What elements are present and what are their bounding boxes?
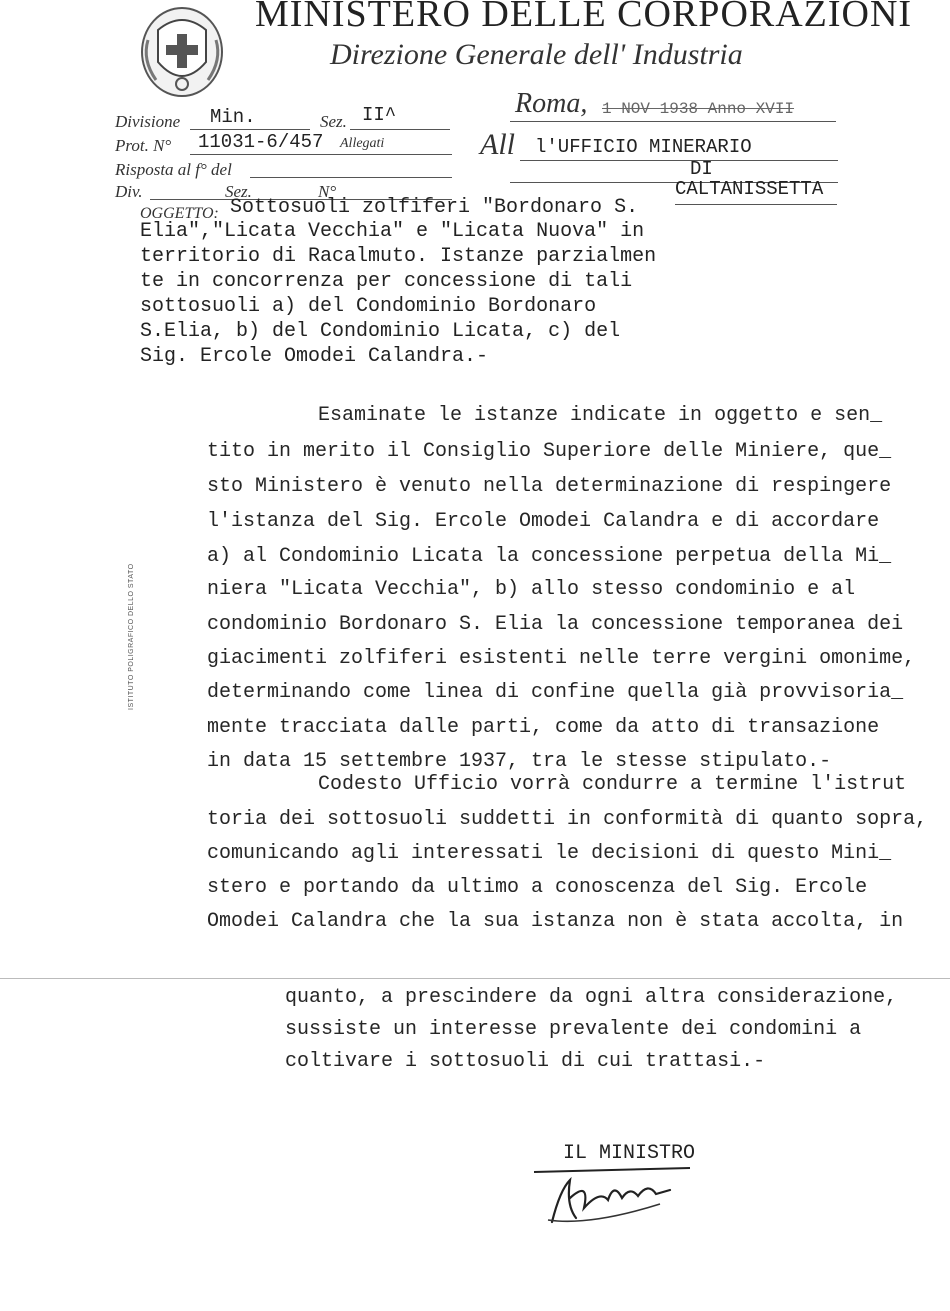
date-stamp: 1 NOV 1938 Anno XVII (602, 100, 795, 118)
sez-label: Sez. (320, 112, 347, 131)
body-line: Omodei Calandra che la sua istanza non è stata accolta, in (207, 910, 904, 933)
risposta-rule (250, 177, 452, 178)
addressee-line-3: CALTANISSETTA (675, 178, 824, 200)
subject-line: Sig. Ercole Omodei Calandra.- (140, 345, 489, 368)
body-line: l'istanza del Sig. Ercole Omodei Calandra e di accordare (207, 510, 880, 533)
addressee-prefix: All (480, 128, 515, 161)
sez2-label: Sez. (225, 182, 252, 201)
body-line: toria dei sottosuoli suddetti in conformità di quanto sopra, (207, 808, 928, 831)
risposta-label: Risposta al f° del (115, 160, 232, 179)
continuation-line: quanto, a prescindere da ogni altra considerazione, (285, 986, 898, 1009)
body-line: Codesto Ufficio vorrà condurre a termine l'istrut (318, 773, 907, 796)
prot-value: 11031-6/457 (198, 131, 324, 153)
continuation-line: sussiste un interesse prevalente dei condomini a (285, 1018, 862, 1041)
body-line: sto Ministero è venuto nella determinazione di respingere (207, 475, 892, 498)
allegati-label: Allegati (340, 136, 385, 151)
oggetto-label: OGGETTO: (140, 205, 219, 222)
divisione-rule (190, 129, 310, 130)
prot-rule (190, 154, 452, 155)
body-line: comunicando agli interessati le decisioni di questo Mini_ (207, 842, 892, 865)
directorate-name: Direzione Generale dell' Industria (330, 38, 743, 71)
continuation-line: coltivare i sottosuoli di cui trattasi.- (285, 1050, 766, 1073)
addressee-rule-3 (675, 204, 837, 205)
subject-line: sottosuoli a) del Condominio Bordonaro (140, 295, 597, 318)
subject-line: territorio di Racalmuto. Istanze parzialmen (140, 245, 657, 268)
body-line: mente tracciata dalle parti, come da atto di transazione (207, 716, 880, 739)
body-line: stero e portando da ultimo a conoscenza del Sig. Ercole (207, 876, 868, 899)
addressee-line-2: DI (690, 158, 713, 180)
body-line: a) al Condominio Licata la concessione perpetua della Mi_ (207, 545, 892, 568)
body-line: condominio Bordonaro S. Elia la concessione temporanea dei (207, 613, 904, 636)
body-line: tito in merito il Consiglio Superiore delle Miniere, que_ (207, 440, 892, 463)
sez-value: II^ (362, 104, 397, 126)
date-rule (510, 121, 836, 122)
n-label: N° (318, 182, 337, 201)
coat-of-arms-emblem (136, 0, 228, 100)
place-name: Roma, (515, 88, 588, 119)
prot-label: Prot. N° (115, 136, 172, 155)
subject-line: Elia","Licata Vecchia" e "Licata Nuova" in (140, 220, 645, 243)
sez-rule (350, 129, 450, 130)
divisione-label: Divisione (115, 112, 181, 131)
body-line: Esaminate le istanze indicate in oggetto e sen_ (318, 404, 883, 427)
addressee-rule-1 (520, 160, 838, 161)
body-line: giacimenti zolfiferi esistenti nelle terre vergini omonime, (207, 647, 916, 670)
ministry-title: MINISTERO DELLE CORPORAZIONI (255, 0, 913, 35)
body-line: determinando come linea di confine quella già provvisoria_ (207, 681, 904, 704)
divisione-value: Min. (210, 106, 256, 128)
printer-mark: ISTITUTO POLIGRAFICO DELLO STATO (128, 563, 135, 710)
subject-line: Sottosuoli zolfiferi "Bordonaro S. (230, 196, 639, 219)
div-label: Div. (115, 182, 143, 201)
subject-line: te in concorrenza per concessione di tali (140, 270, 633, 293)
fold-line (0, 978, 950, 979)
body-line: niera "Licata Vecchia", b) allo stesso condominio e al (207, 578, 856, 601)
signature-title: IL MINISTRO (563, 1142, 696, 1165)
subject-line: S.Elia, b) del Condominio Licata, c) del (140, 320, 621, 343)
addressee-line-1: l'UFFICIO MINERARIO (535, 136, 752, 158)
handwritten-signature (530, 1160, 700, 1230)
body-line: in data 15 settembre 1937, tra le stesse stipulato.- (207, 750, 832, 773)
